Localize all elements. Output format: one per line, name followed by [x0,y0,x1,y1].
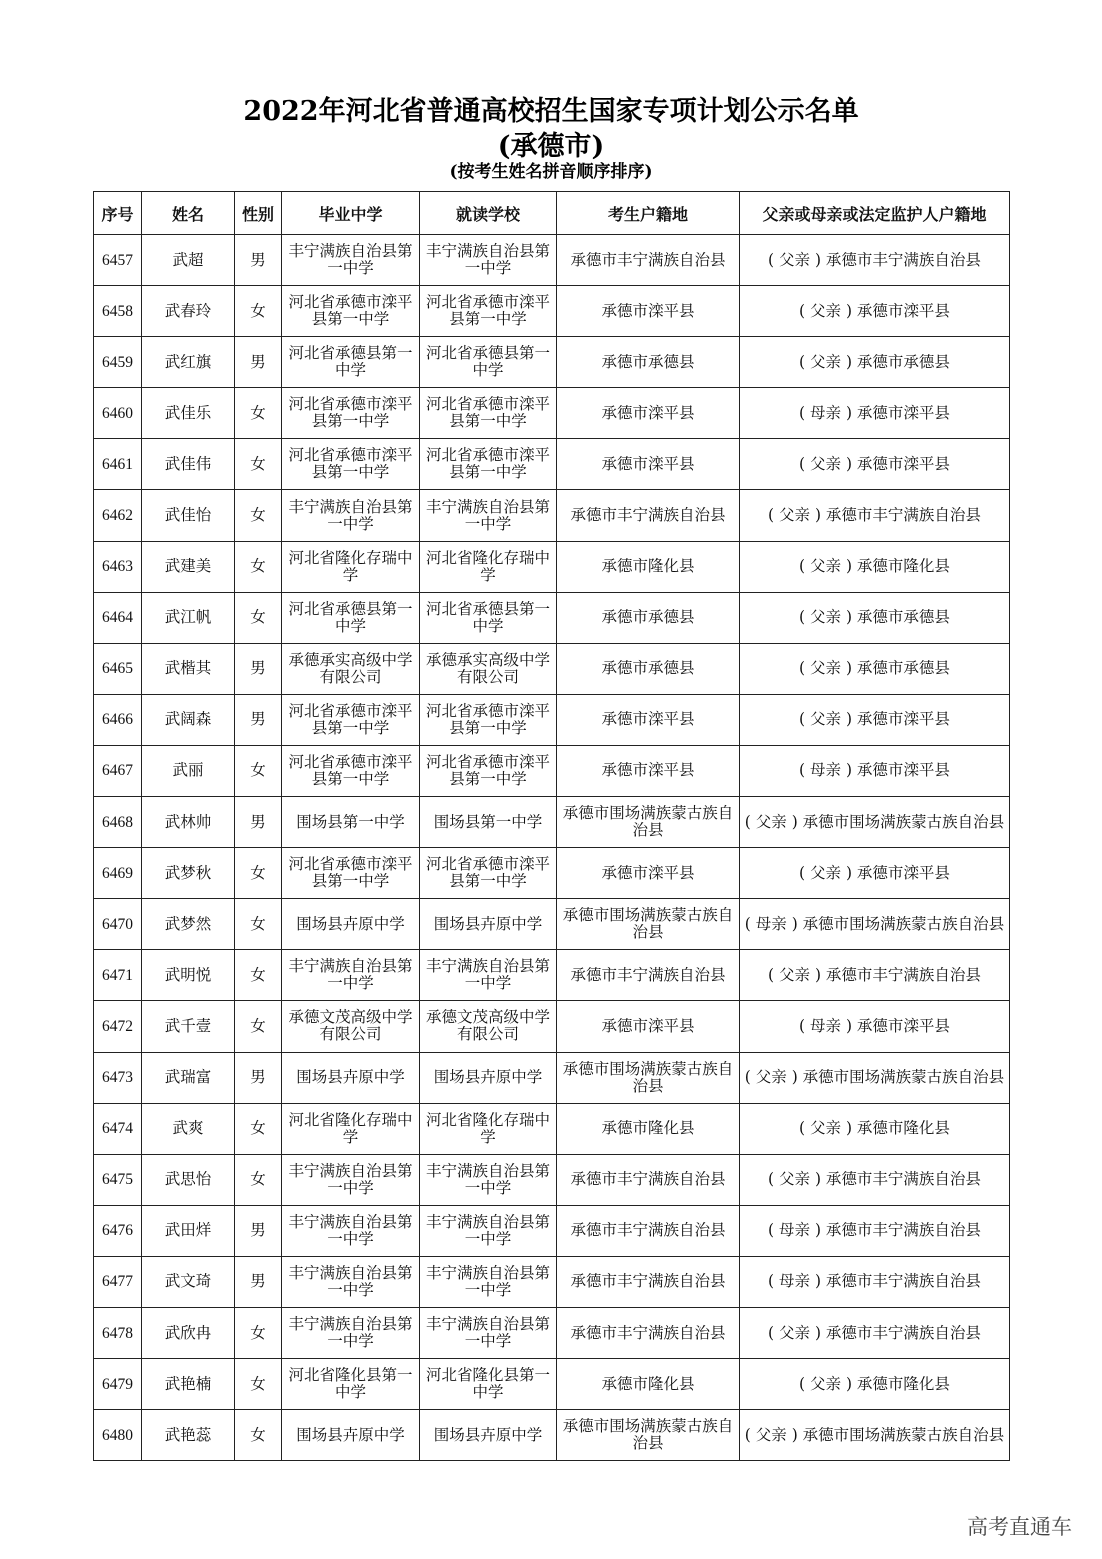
cell-gender: 男 [235,1052,282,1103]
cell-gender: 女 [235,1001,282,1052]
cell-gender: 女 [235,592,282,643]
cell-name: 武千壹 [142,1001,235,1052]
cell-name: 武梦秋 [142,848,235,899]
cell-name: 武艳楠 [142,1359,235,1410]
cell-seq: 6476 [94,1205,142,1256]
table-row [94,950,1010,1001]
cell-name: 武林帅 [142,797,235,848]
cell-seq: 6458 [94,286,142,337]
cell-seq: 6473 [94,1052,142,1103]
cell-name: 武楷其 [142,643,235,694]
cell-current-school: 围场县卉原中学 [420,899,557,950]
cell-current-school: 河北省承德县第一中学 [420,592,557,643]
cell-graduated-school: 围场县卉原中学 [282,1410,420,1461]
cell-current-school: 河北省承德市滦平县第一中学 [420,745,557,796]
cell-seq: 6462 [94,490,142,541]
cell-seq: 6467 [94,745,142,796]
cell-name: 武红旗 [142,337,235,388]
cell-name: 武明悦 [142,950,235,1001]
cell-gender: 女 [235,541,282,592]
cell-graduated-school: 丰宁满族自治县第一中学 [282,1205,420,1256]
cell-seq: 6472 [94,1001,142,1052]
document-subtitle: (承德市) [497,131,605,162]
cell-guardian-household: ( 父亲 ) 承德市围场满族蒙古族自治县 [740,1410,1010,1461]
table-row [94,1256,1010,1307]
cell-name: 武建美 [142,541,235,592]
cell-student-household: 承德市滦平县 [557,848,740,899]
table-row [94,1154,1010,1205]
cell-seq: 6459 [94,337,142,388]
table-row [94,235,1010,286]
table-row [94,1052,1010,1103]
cell-graduated-school: 河北省承德市滦平县第一中学 [282,694,420,745]
cell-guardian-household: ( 父亲 ) 承德市滦平县 [740,848,1010,899]
cell-seq: 6470 [94,899,142,950]
cell-graduated-school: 河北省隆化存瑞中学 [282,1103,420,1154]
table-row [94,541,1010,592]
table-row [94,745,1010,796]
cell-guardian-household: ( 父亲 ) 承德市丰宁满族自治县 [740,950,1010,1001]
table-row [94,797,1010,848]
cell-student-household: 承德市丰宁满族自治县 [557,235,740,286]
cell-guardian-household: ( 父亲 ) 承德市丰宁满族自治县 [740,235,1010,286]
cell-seq: 6463 [94,541,142,592]
cell-seq: 6480 [94,1410,142,1461]
cell-graduated-school: 丰宁满族自治县第一中学 [282,950,420,1001]
cell-gender: 女 [235,490,282,541]
cell-graduated-school: 河北省承德市滦平县第一中学 [282,848,420,899]
table-row [94,1359,1010,1410]
cell-gender: 男 [235,694,282,745]
cell-gender: 女 [235,848,282,899]
cell-seq: 6466 [94,694,142,745]
cell-name: 武艳蕊 [142,1410,235,1461]
cell-guardian-household: ( 父亲 ) 承德市承德县 [740,592,1010,643]
cell-graduated-school: 河北省承德市滦平县第一中学 [282,745,420,796]
cell-name: 武文琦 [142,1256,235,1307]
cell-student-household: 承德市丰宁满族自治县 [557,1307,740,1358]
cell-seq: 6477 [94,1256,142,1307]
roster-table [93,191,1010,1461]
cell-name: 武阔森 [142,694,235,745]
cell-student-household: 承德市围场满族蒙古族自治县 [557,899,740,950]
cell-guardian-household: ( 父亲 ) 承德市丰宁满族自治县 [740,490,1010,541]
cell-guardian-household: ( 父亲 ) 承德市围场满族蒙古族自治县 [740,797,1010,848]
cell-graduated-school: 围场县卉原中学 [282,1052,420,1103]
cell-student-household: 承德市滦平县 [557,745,740,796]
table-row [94,1307,1010,1358]
cell-current-school: 河北省隆化县第一中学 [420,1359,557,1410]
cell-current-school: 丰宁满族自治县第一中学 [420,235,557,286]
cell-current-school: 河北省隆化存瑞中学 [420,541,557,592]
cell-gender: 女 [235,286,282,337]
cell-graduated-school: 丰宁满族自治县第一中学 [282,1154,420,1205]
cell-current-school: 丰宁满族自治县第一中学 [420,1154,557,1205]
cell-guardian-household: ( 母亲 ) 承德市滦平县 [740,745,1010,796]
cell-guardian-household: ( 父亲 ) 承德市承德县 [740,337,1010,388]
cell-guardian-household: ( 父亲 ) 承德市隆化县 [740,1103,1010,1154]
cell-seq: 6465 [94,643,142,694]
cell-seq: 6471 [94,950,142,1001]
cell-guardian-household: ( 母亲 ) 承德市丰宁满族自治县 [740,1205,1010,1256]
cell-gender: 男 [235,337,282,388]
cell-seq: 6478 [94,1307,142,1358]
cell-current-school: 丰宁满族自治县第一中学 [420,490,557,541]
cell-graduated-school: 围场县卉原中学 [282,899,420,950]
cell-name: 武欣冉 [142,1307,235,1358]
cell-current-school: 河北省隆化存瑞中学 [420,1103,557,1154]
table-row [94,694,1010,745]
cell-name: 武梦然 [142,899,235,950]
cell-seq: 6468 [94,797,142,848]
cell-graduated-school: 河北省承德市滦平县第一中学 [282,388,420,439]
cell-guardian-household: ( 父亲 ) 承德市滦平县 [740,286,1010,337]
cell-graduated-school: 承德文茂高级中学有限公司 [282,1001,420,1052]
cell-graduated-school: 河北省承德县第一中学 [282,592,420,643]
cell-student-household: 承德市隆化县 [557,541,740,592]
cell-student-household: 承德市丰宁满族自治县 [557,1256,740,1307]
cell-student-household: 承德市承德县 [557,337,740,388]
cell-name: 武佳乐 [142,388,235,439]
cell-seq: 6474 [94,1103,142,1154]
cell-current-school: 河北省承德县第一中学 [420,337,557,388]
cell-gender: 女 [235,1103,282,1154]
cell-current-school: 河北省承德市滦平县第一中学 [420,694,557,745]
cell-gender: 女 [235,1359,282,1410]
cell-guardian-household: ( 父亲 ) 承德市隆化县 [740,541,1010,592]
cell-student-household: 承德市滦平县 [557,388,740,439]
cell-current-school: 河北省承德市滦平县第一中学 [420,848,557,899]
cell-student-household: 承德市丰宁满族自治县 [557,490,740,541]
cell-gender: 女 [235,899,282,950]
cell-graduated-school: 河北省承德市滦平县第一中学 [282,439,420,490]
cell-gender: 女 [235,439,282,490]
cell-name: 武超 [142,235,235,286]
cell-gender: 男 [235,1256,282,1307]
cell-current-school: 丰宁满族自治县第一中学 [420,1307,557,1358]
cell-name: 武江帆 [142,592,235,643]
cell-graduated-school: 丰宁满族自治县第一中学 [282,1256,420,1307]
header-seq: 序号 [94,192,142,235]
cell-graduated-school: 丰宁满族自治县第一中学 [282,1307,420,1358]
cell-seq: 6475 [94,1154,142,1205]
table-row [94,1103,1010,1154]
cell-seq: 6460 [94,388,142,439]
cell-guardian-household: ( 父亲 ) 承德市丰宁满族自治县 [740,1154,1010,1205]
cell-student-household: 承德市围场满族蒙古族自治县 [557,1410,740,1461]
cell-graduated-school: 丰宁满族自治县第一中学 [282,235,420,286]
cell-gender: 男 [235,235,282,286]
document-title: 2022年河北省普通高校招生国家专项计划公示名单 [243,96,859,127]
cell-guardian-household: ( 父亲 ) 承德市承德县 [740,643,1010,694]
cell-guardian-household: ( 母亲 ) 承德市围场满族蒙古族自治县 [740,899,1010,950]
table-row [94,490,1010,541]
cell-seq: 6457 [94,235,142,286]
table-row [94,592,1010,643]
cell-guardian-household: ( 父亲 ) 承德市滦平县 [740,694,1010,745]
cell-guardian-household: ( 父亲 ) 承德市隆化县 [740,1359,1010,1410]
cell-seq: 6464 [94,592,142,643]
cell-gender: 女 [235,745,282,796]
watermark-brand: 高考直通车 [967,1515,1072,1539]
cell-name: 武田烊 [142,1205,235,1256]
cell-graduated-school: 河北省承德县第一中学 [282,337,420,388]
table-row [94,439,1010,490]
sort-note: (按考生姓名拼音顺序排序) [449,162,653,182]
cell-seq: 6461 [94,439,142,490]
cell-student-household: 承德市承德县 [557,592,740,643]
cell-name: 武爽 [142,1103,235,1154]
table-row [94,1410,1010,1461]
cell-current-school: 丰宁满族自治县第一中学 [420,1256,557,1307]
cell-name: 武春玲 [142,286,235,337]
cell-current-school: 河北省承德市滦平县第一中学 [420,286,557,337]
table-row [94,899,1010,950]
cell-guardian-household: ( 母亲 ) 承德市滦平县 [740,1001,1010,1052]
header-guardian-household: 父亲或母亲或法定监护人户籍地 [740,192,1010,235]
table-row [94,643,1010,694]
table-row [94,1001,1010,1052]
cell-gender: 男 [235,797,282,848]
cell-guardian-household: ( 父亲 ) 承德市围场满族蒙古族自治县 [740,1052,1010,1103]
cell-student-household: 承德市隆化县 [557,1103,740,1154]
header-name: 姓名 [142,192,235,235]
cell-graduated-school: 围场县第一中学 [282,797,420,848]
cell-name: 武佳怡 [142,490,235,541]
table-row [94,1205,1010,1256]
cell-gender: 女 [235,1410,282,1461]
cell-gender: 女 [235,388,282,439]
cell-student-household: 承德市滦平县 [557,694,740,745]
header-graduated-school: 毕业中学 [282,192,420,235]
cell-seq: 6469 [94,848,142,899]
cell-gender: 男 [235,1205,282,1256]
table-row [94,848,1010,899]
header-current-school: 就读学校 [420,192,557,235]
header-student-household: 考生户籍地 [557,192,740,235]
cell-current-school: 承德承实高级中学有限公司 [420,643,557,694]
cell-current-school: 丰宁满族自治县第一中学 [420,950,557,1001]
cell-name: 武佳伟 [142,439,235,490]
cell-name: 武瑞富 [142,1052,235,1103]
table-row [94,337,1010,388]
cell-seq: 6479 [94,1359,142,1410]
table-header-row [94,192,1010,235]
cell-current-school: 河北省承德市滦平县第一中学 [420,388,557,439]
cell-graduated-school: 河北省隆化县第一中学 [282,1359,420,1410]
cell-student-household: 承德市滦平县 [557,439,740,490]
cell-guardian-household: ( 母亲 ) 承德市滦平县 [740,388,1010,439]
cell-current-school: 围场县卉原中学 [420,1052,557,1103]
table-row [94,388,1010,439]
cell-gender: 女 [235,1307,282,1358]
cell-name: 武思怡 [142,1154,235,1205]
cell-graduated-school: 承德承实高级中学有限公司 [282,643,420,694]
table-row [94,286,1010,337]
cell-current-school: 河北省承德市滦平县第一中学 [420,439,557,490]
cell-student-household: 承德市承德县 [557,643,740,694]
cell-current-school: 丰宁满族自治县第一中学 [420,1205,557,1256]
header-gender: 性别 [235,192,282,235]
cell-current-school: 承德文茂高级中学有限公司 [420,1001,557,1052]
cell-student-household: 承德市围场满族蒙古族自治县 [557,1052,740,1103]
cell-current-school: 围场县第一中学 [420,797,557,848]
cell-student-household: 承德市围场满族蒙古族自治县 [557,797,740,848]
cell-guardian-household: ( 母亲 ) 承德市丰宁满族自治县 [740,1256,1010,1307]
cell-student-household: 承德市丰宁满族自治县 [557,950,740,1001]
cell-guardian-household: ( 父亲 ) 承德市丰宁满族自治县 [740,1307,1010,1358]
cell-graduated-school: 河北省隆化存瑞中学 [282,541,420,592]
cell-gender: 女 [235,950,282,1001]
cell-guardian-household: ( 父亲 ) 承德市滦平县 [740,439,1010,490]
cell-student-household: 承德市滦平县 [557,286,740,337]
cell-student-household: 承德市滦平县 [557,1001,740,1052]
cell-graduated-school: 丰宁满族自治县第一中学 [282,490,420,541]
cell-student-household: 承德市丰宁满族自治县 [557,1154,740,1205]
cell-gender: 男 [235,643,282,694]
cell-gender: 女 [235,1154,282,1205]
cell-graduated-school: 河北省承德市滦平县第一中学 [282,286,420,337]
cell-name: 武丽 [142,745,235,796]
cell-current-school: 围场县卉原中学 [420,1410,557,1461]
cell-student-household: 承德市隆化县 [557,1359,740,1410]
cell-student-household: 承德市丰宁满族自治县 [557,1205,740,1256]
